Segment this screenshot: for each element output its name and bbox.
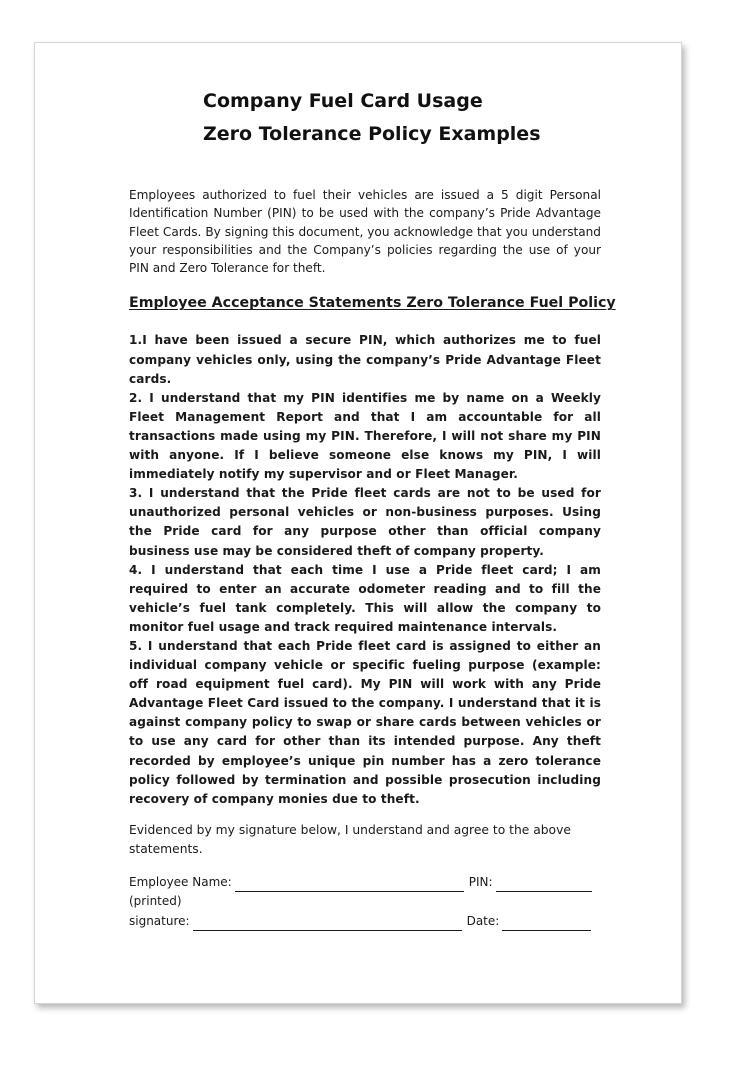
statement-4: 4. I understand that each time I use a Pride fleet card; I am required to enter an accurate odometer reading and to fill the vehicle’s fuel tank completely. This will allow the company to monitor fuel usage and track required maintenance intervals. xyxy=(129,562,601,634)
signature-row xyxy=(129,912,601,932)
section-heading: Employee Acceptance Statements Zero Tolerance Fuel Policy xyxy=(129,295,616,312)
statement-2: 2. I understand that my PIN identifies me by name on a Weekly Fleet Management Report and that I am accountable for all transactions made using my PIN. Therefore, I will not share my PIN with anyone. If I believe someone else knows my PIN, I will immediately notify my supervisor and or Fleet Manager. xyxy=(129,390,601,482)
employee-name-row xyxy=(129,873,601,893)
printed-label: (printed) xyxy=(129,894,182,909)
printed-row xyxy=(129,892,601,912)
pin-label: PIN: xyxy=(468,874,493,889)
statement-1: 1.I have been issued a secure PIN, which authorizes me to fuel company vehicles only, using the company’s Pride Advantage Fleet cards. xyxy=(129,333,601,386)
statement-list xyxy=(129,331,601,808)
employee-name-label: Employee Name: xyxy=(129,874,232,889)
signature-block xyxy=(129,873,601,932)
document-body xyxy=(129,186,616,931)
title-line-2: Zero Tolerance Policy Examples xyxy=(203,123,541,145)
title-line-1: Company Fuel Card Usage xyxy=(203,90,483,112)
closing-paragraph: Evidenced by my signature below, I understand and agree to the above statements. xyxy=(129,822,571,856)
signature-label: signature: xyxy=(129,913,190,928)
date-field[interactable] xyxy=(502,917,591,931)
pin-field[interactable] xyxy=(496,878,592,892)
document-title xyxy=(203,85,541,151)
signature-field[interactable] xyxy=(193,917,462,931)
statement-5: 5. I understand that each Pride fleet card is assigned to either an individual company vehicle or specific fueling purpose (example: off road equipment fuel card). My PIN will work with any Pride Advantage Fleet Card issued to the company. I understand that it is against company policy to swap or share cards between vehicles or to use any card for other than its intended purpose. Any theft recorded by employee’s unique pin number has a zero tolerance policy followed by termination and possible prosecution including recovery of company monies due to theft. xyxy=(129,638,601,806)
intro-paragraph: Employees authorized to fuel their vehicles are issued a 5 digit Personal Identification Number (PIN) to be used with the company’s Pride Advantage Fleet Cards. By signing this document, you acknowledge that you understand your responsibilities and the Company’s policies regarding the use of your PIN and Zero Tolerance for theft. xyxy=(129,188,601,276)
employee-name-field[interactable] xyxy=(235,878,464,892)
statement-3: 3. I understand that the Pride fleet cards are not to be used for unauthorized personal vehicles or non-business purposes. Using the Pride card for any purpose other than official company business use may be considered theft of company property. xyxy=(129,486,601,558)
date-label: Date: xyxy=(466,913,500,928)
document-page xyxy=(34,42,682,1004)
